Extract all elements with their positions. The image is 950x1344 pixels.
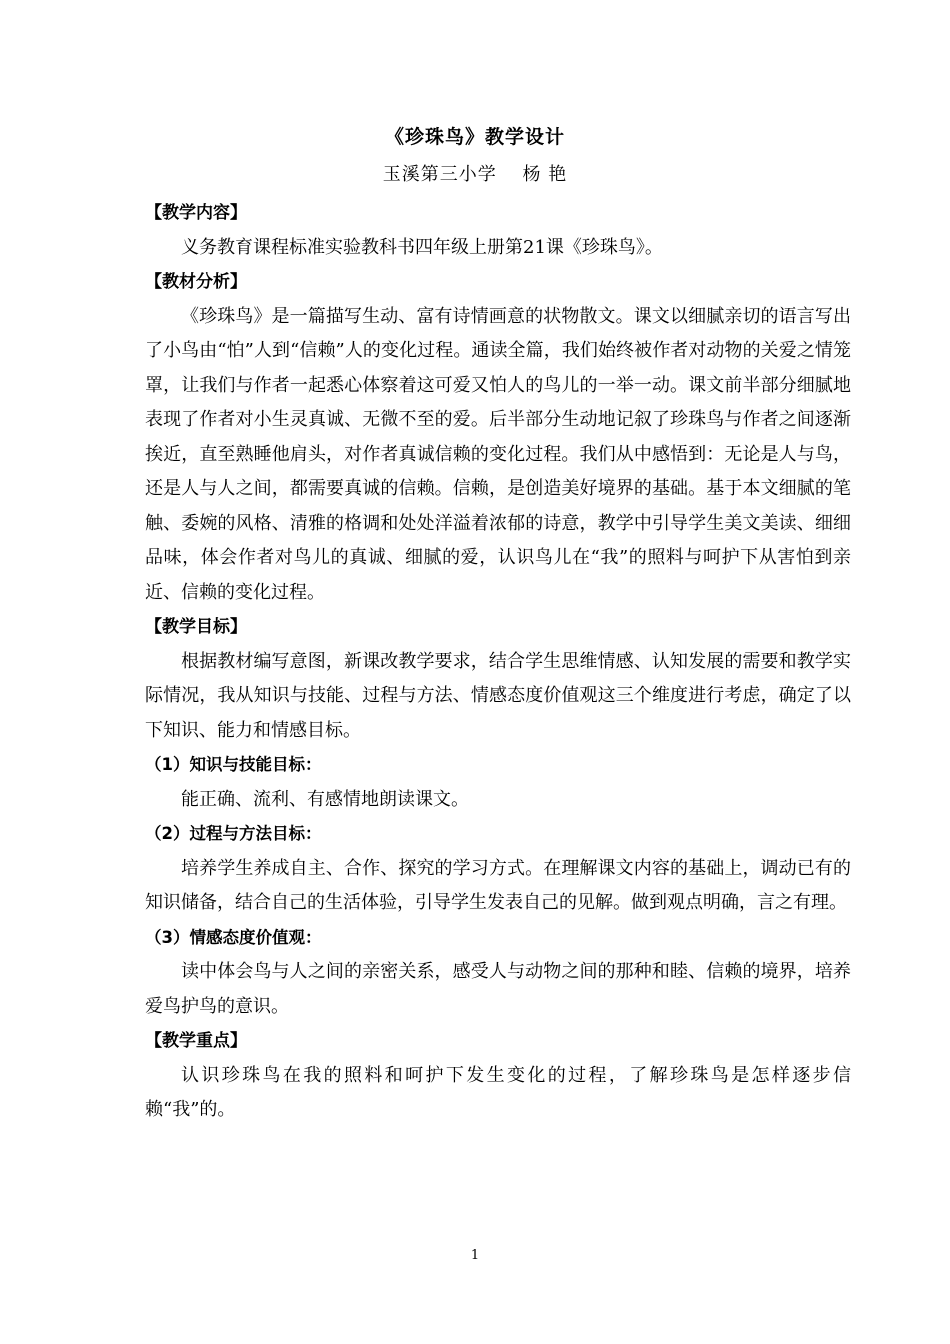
section-content-paragraph: 义务教育课程标准实验教科书四年级上册第21课《珍珠鸟》。 (181, 236, 663, 258)
section-heading-focus: 【教学重点】 (145, 1031, 247, 1051)
author-line: 玉溪第三小学 杨 艳 (382, 164, 568, 185)
goal-item-text: 培养学生养成自主、合作、探究的学习方式。在理解课文内容的基础上，调动已有的知识储备，结合自己的生活体验，引导学生发表自己的见解。做到观点明确，言之有理。 (145, 857, 851, 913)
section-heading-analysis: 【教材分析】 (145, 272, 247, 292)
section-focus-paragraph: 认识珍珠鸟在我的照料和呵护下发生变化的过程，了解珍珠鸟是怎样逐步信赖“我”的。 (145, 1064, 851, 1120)
section-analysis-paragraph: 《珍珠鸟》是一篇描写生动、富有诗情画意的状物散文。课文以细腻亲切的语言写出了小鸟由“怕”人到“信赖”人的变化过程。通读全篇，我们始终被作者对动物的关爱之情笼罩，让我们与作者一起悉心体察着这可爱又怕人的鸟儿的一举一动。课文前半部分细腻地表现了作者对小生灵真诚、无微不至的爱。后半部分生动地记叙了珍珠鸟与作者之间逐渐挨近，直至熟睡他肩头，对作者真诚信赖的变化过程。我们从中感悟到：无论是人与鸟，还是人与人之间，都需要真诚的信赖。信赖，是创造美好境界的基础。基于本文细腻的笔触、委婉的风格、清雅的格调和处处洋溢着浓郁的诗意，教学中引导学生美文美读、细细品味，体会作者对鸟儿的真诚、细腻的爱，认识鸟儿在“我”的照料与呵护下从害怕到亲近、信赖的变化过程。 (145, 305, 851, 603)
goal-item-label: （3）情感态度价值观： (145, 927, 322, 947)
goal-item-label: （1）知识与技能目标： (145, 755, 322, 774)
goal-item-text: 读中体会鸟与人之间的亲密关系，感受人与动物之间的那种和睦、信赖的境界，培养爱鸟护鸟的意识。 (145, 961, 851, 1017)
goal-item-label: （2）过程与方法目标： (145, 824, 322, 843)
document-title: 《珍珠鸟》教学设计 (384, 126, 565, 148)
section-heading-content: 【教学内容】 (145, 203, 247, 223)
document-body (145, 196, 851, 1128)
page-number: 1 (470, 1248, 480, 1263)
goal-item-text: 能正确、流利、有感情地朗读课文。 (181, 788, 469, 810)
section-heading-goals: 【教学目标】 (145, 617, 247, 637)
section-goals-paragraph: 根据教材编写意图，新课改教学要求，结合学生思维情感、认知发展的需要和教学实际情况，我从知识与技能、过程与方法、情感态度价值观这三个维度进行考虑，确定了以下知识、能力和情感目标。 (145, 650, 851, 741)
